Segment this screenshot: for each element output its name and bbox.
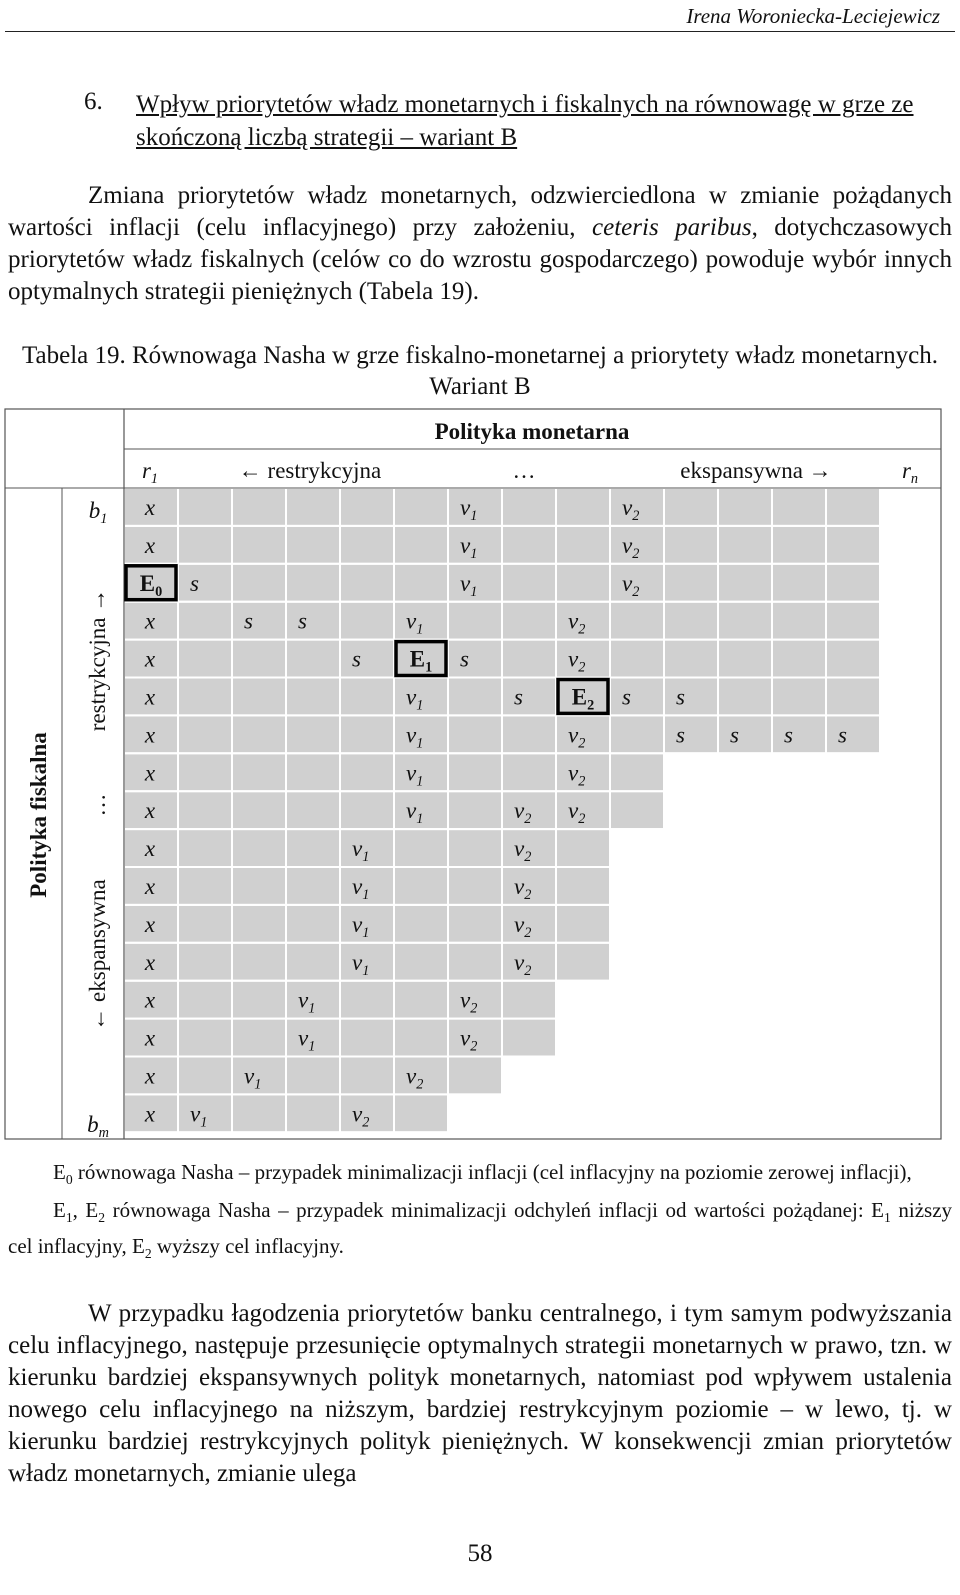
col-label-restrykcyjna: ← restrykcyjna: [238, 458, 382, 483]
table-cell-s: s: [784, 722, 793, 748]
table-cell-shade: [449, 830, 501, 866]
table-cell-v1: $v_1$: [406, 608, 424, 638]
table-cell-shade: [341, 489, 393, 525]
table-cell-shade: [665, 603, 717, 639]
table-cell-v1: $v_1$: [460, 532, 478, 562]
table-cell-shade: [827, 603, 879, 639]
table-cell-shade: [341, 1020, 393, 1056]
note-e0-symbol: E: [53, 1160, 66, 1184]
table-cell-v1: $v_1$: [244, 1063, 262, 1093]
table-cell-shade: [611, 641, 663, 677]
row-header-polityka-fiskalna: Polityka fiskalna: [26, 732, 51, 898]
note-e2-symbol: , E: [72, 1198, 99, 1223]
table-cell-shade: [503, 716, 555, 752]
table-cell-shade: [395, 1095, 447, 1131]
paragraph-1-italic: ceteris paribus: [592, 214, 752, 241]
row-dots: …: [85, 793, 110, 817]
table-cell-shade: [341, 565, 393, 601]
table-cell-shade: [179, 527, 231, 563]
table-cell-shade: [773, 527, 825, 563]
table-cell-shade: [287, 565, 339, 601]
table-cell-shade: [827, 716, 879, 752]
table-cell-x: x: [144, 1025, 156, 1051]
table-cell-s: s: [838, 722, 847, 748]
table-cell-shade: [287, 792, 339, 828]
table-cell-shade: [287, 641, 339, 677]
table-cell-x: x: [144, 495, 156, 520]
table-cell-shade: [665, 565, 717, 601]
table-cell-shade: [719, 641, 771, 677]
table-cell-shade: [773, 641, 825, 677]
table-cell-shade: [179, 679, 231, 715]
table-cell-v1: $v_1$: [352, 911, 370, 941]
table-cell-s: s: [622, 684, 631, 710]
table-cell-shade: [449, 603, 501, 639]
table-cell-shade: [233, 679, 285, 715]
paragraph-1-part2: , dotychczasowych priorytetów władz fiskalnych (celów co do wzrostu gospodarczego) powoduje wybór innych optymalnych strategii pieniężnych (Tabela 19).: [8, 214, 952, 305]
table-cell-x: x: [144, 608, 156, 634]
table-cell-shade: [179, 944, 231, 980]
table-cell-shade: [341, 679, 393, 715]
note-e1-sub: 1: [65, 1210, 73, 1226]
table-cell-s: s: [676, 684, 685, 710]
table-cell-x: x: [144, 722, 156, 748]
table-cell-shade: [449, 1058, 501, 1094]
table-cell-shade: [449, 868, 501, 904]
table-cell-shade: [449, 716, 501, 752]
table-cell-shade: [233, 944, 285, 980]
table-cell-v1: $v_1$: [298, 1025, 316, 1055]
table-cell-shade: [233, 527, 285, 563]
table-cell-v1: $v_1$: [190, 1101, 208, 1131]
table-cell-v2: $v_2$: [568, 798, 586, 828]
table-cell-shade: [179, 641, 231, 677]
table-cell-shade: [341, 792, 393, 828]
table-cell-shade: [503, 754, 555, 790]
table-cell-shade: [233, 565, 285, 601]
table-cell-shade: [233, 792, 285, 828]
col-label-ekspansywna: ekspansywna →: [680, 458, 832, 483]
table-cell-shade: [773, 603, 825, 639]
table-cell-shade: [827, 565, 879, 601]
table-cell-x: x: [144, 949, 156, 975]
table-cell-v1: $v_1$: [460, 570, 478, 600]
table-cell-shade: [179, 830, 231, 866]
table-cell-x: x: [144, 646, 156, 672]
table-cell-v1: $v_1$: [406, 760, 424, 790]
table-cell-shade: [395, 982, 447, 1018]
table-cell-v2: $v_2$: [622, 532, 640, 562]
table-cell-shade: [287, 906, 339, 942]
table-cell-v1: $v_1$: [352, 874, 370, 903]
table-cell-shade: [395, 868, 447, 904]
note-e0-text: równowaga Nasha – przypadek minimalizacji inflacji (cel inflacyjny na poziomie zerowej inflacji),: [72, 1160, 912, 1184]
table-cell-v2: $v_2$: [514, 874, 532, 903]
table-cell-shade: [341, 641, 393, 677]
table-cell-shade: [287, 1058, 339, 1094]
table-cell-shade: [395, 944, 447, 980]
table-cell-shade: [179, 603, 231, 639]
row-label-restrykcyjna: restrykcyjna →: [85, 588, 110, 732]
table-cell-s: s: [676, 722, 685, 748]
table-cell-shade: [449, 641, 501, 677]
section-number: 6.: [84, 88, 103, 115]
col-dots: …: [512, 458, 536, 483]
table-cell-shade: [287, 830, 339, 866]
table-cell-x: x: [144, 1101, 156, 1127]
table-cell-v2: $v_2$: [568, 722, 586, 752]
table-cell-shade: [449, 906, 501, 942]
table-cell-shade: [503, 603, 555, 639]
table-cell-e2: $E_2$: [571, 684, 595, 714]
table-cell-v2: $v_2$: [514, 911, 532, 941]
note-e1-e2-sub-d: 2: [144, 1246, 152, 1262]
table-cell-s: s: [460, 646, 469, 672]
table-cell-shade: [557, 830, 609, 866]
table-cell-shade: [827, 679, 879, 715]
table-cell-s: s: [730, 722, 739, 748]
table-cell-shade: [395, 489, 447, 525]
col-r-first: $r_1$: [141, 458, 159, 487]
table-cell-shade: [665, 679, 717, 715]
table-cell-shade: [827, 641, 879, 677]
table-cell-shade: [719, 527, 771, 563]
table-cell-v2: $v_2$: [568, 608, 586, 638]
table-cell-v2: $v_2$: [460, 1025, 478, 1055]
table-cell-shade: [179, 716, 231, 752]
table-cell-shade: [233, 641, 285, 677]
table-cell-x: x: [144, 1063, 156, 1089]
table-cell-shade: [233, 489, 285, 525]
table-cell-shade: [773, 716, 825, 752]
table-cell-shade: [341, 982, 393, 1018]
note-e1-e2-text1: równowaga Nasha – przypadek minimalizacji odchyleń inflacji od wartości pożądanej: E: [105, 1198, 885, 1223]
table-cell-shade: [719, 603, 771, 639]
table-cell-shade: [233, 754, 285, 790]
note-e0: [8, 1158, 952, 1194]
note-e2-sub: 2: [98, 1210, 106, 1226]
row-label-ekspansywna: ← ekspansywna: [85, 879, 110, 1031]
table-cell-shade: [395, 565, 447, 601]
table-cell-shade: [179, 1020, 231, 1056]
table-cell-shade: [287, 527, 339, 563]
table-cell-shade: [233, 830, 285, 866]
table-cell-shade: [503, 565, 555, 601]
table-cell-v1: $v_1$: [352, 949, 370, 979]
table-cell-shade: [773, 679, 825, 715]
table-cell-shade: [827, 489, 879, 525]
table-cell-v2: $v_2$: [514, 836, 532, 866]
table-cell-shade: [287, 489, 339, 525]
table-cell-shade: [611, 679, 663, 715]
table-caption: Tabela 19. Równowaga Nasha w grze fiskalno-monetarnej a priorytety władz monetarnych. Wariant B: [22, 342, 938, 400]
table-cell-shade: [719, 716, 771, 752]
table-cell-shade: [287, 603, 339, 639]
table-cell-shade: [233, 603, 285, 639]
table-cell-shade: [287, 679, 339, 715]
table-cell-shade: [341, 716, 393, 752]
page-number: 58: [467, 1540, 493, 1567]
table-cell-shade: [233, 868, 285, 904]
table-cell-s: s: [298, 608, 307, 634]
col-r-last: $r_n$: [901, 458, 919, 487]
table-cell-shade: [449, 792, 501, 828]
table-cell-shade: [179, 754, 231, 790]
table-cell-v1: $v_1$: [352, 836, 370, 866]
table-cell-shade: [287, 716, 339, 752]
note-e1-e2: [8, 1196, 952, 1268]
paragraph-2: W przypadku łagodzenia priorytetów banku centralnego, i tym samym podwyższania celu inflacyjnego, następuje przesunięcie optymalnych strategii monetarnych w prawo, tzn. w kierunku bardziej ekspansywnych polityk monetarnych, natomiast pod wpływem ustalenia nowego celu inflacyjnego na niższym, bardziej restrykcyjnym poziomie – w lewo, tj. w kierunku bardziej restrykcyjnych polityk pieniężnych. W konsekwencji zmian priorytetów władz monetarnych, zmianie ulega: [8, 1300, 952, 1487]
col-header-polityka-monetarna: Polityka monetarna: [434, 419, 630, 444]
table-cell-v2: $v_2$: [568, 646, 586, 676]
table-cell-shade: [395, 1020, 447, 1056]
table-cell-v2: $v_2$: [622, 495, 640, 524]
row-b-last: $b_m$: [87, 1112, 109, 1141]
table-cell-shade: [557, 565, 609, 601]
table-cell-shade: [233, 1020, 285, 1056]
table-cell-shade: [773, 489, 825, 525]
table-cell-shade: [179, 982, 231, 1018]
table-cell-shade: [341, 527, 393, 563]
table-cell-x: x: [144, 798, 156, 824]
table-cell-x: x: [144, 987, 156, 1013]
table-cell-shade: [611, 603, 663, 639]
table-cell-shade: [773, 565, 825, 601]
table-cell-shade: [395, 830, 447, 866]
table-cell-shade: [557, 944, 609, 980]
table-cell-shade: [287, 868, 339, 904]
table-cell-shade: [179, 489, 231, 525]
running-head: Irena Woroniecka-Leciejewicz: [686, 4, 940, 28]
table-cell-v2: $v_2$: [460, 987, 478, 1017]
note-e0-sub: 0: [65, 1172, 73, 1188]
table-cell-shade: [503, 489, 555, 525]
note-e1-symbol: E: [53, 1198, 66, 1223]
table-cell-shade: [179, 1058, 231, 1094]
section-title: Wpływ priorytetów władz monetarnych i fiskalnych na równowagę w grze ze skończoną liczbą strategii – wariant B: [136, 91, 914, 151]
table-cell-shade: [233, 906, 285, 942]
table-cell-v2: $v_2$: [406, 1063, 424, 1093]
table-cell-v1: $v_1$: [406, 798, 424, 828]
table-cell-v2: $v_2$: [352, 1101, 370, 1131]
table-cell-shade: [719, 679, 771, 715]
table-cell-s: s: [244, 608, 253, 634]
table-cell-e0: $E_0$: [139, 570, 163, 600]
table-cell-shade: [719, 565, 771, 601]
table-cell-shade: [611, 792, 663, 828]
table-cell-v2: $v_2$: [514, 798, 532, 828]
note-e1-e2-text3: wyższy cel inflacyjny.: [151, 1234, 344, 1259]
table-cell-shade: [611, 716, 663, 752]
table-cell-s: s: [190, 570, 199, 596]
table-cell-shade: [665, 641, 717, 677]
table-cell-x: x: [144, 532, 156, 558]
table-cell-shade: [449, 754, 501, 790]
table-cell-shade: [557, 489, 609, 525]
table-cell-shade: [233, 982, 285, 1018]
table-cell-shade: [557, 527, 609, 563]
table-cell-e1: $E_1$: [409, 646, 433, 676]
table-cell-shade: [665, 489, 717, 525]
table-cell-v1: $v_1$: [406, 684, 424, 714]
table-cell-v1: $v_1$: [406, 722, 424, 752]
table-cell-shade: [557, 906, 609, 942]
table-cell-shade: [557, 868, 609, 904]
table-cell-s: s: [352, 646, 361, 672]
table-cell-x: x: [144, 684, 156, 710]
table-cell-shade: [449, 679, 501, 715]
table-cell-shade: [665, 716, 717, 752]
table-cell-shade: [395, 527, 447, 563]
table-cell-v2: $v_2$: [622, 570, 640, 600]
table-cell-shade: [233, 716, 285, 752]
table-cell-shade: [287, 944, 339, 980]
table-cell-shade: [179, 792, 231, 828]
table-cell-v1: $v_1$: [460, 495, 478, 524]
table-cell-shade: [287, 1095, 339, 1131]
table-cell-shade: [341, 1058, 393, 1094]
table-cell-shade: [665, 527, 717, 563]
table-cell-v2: $v_2$: [514, 949, 532, 979]
table-cell-shade: [503, 679, 555, 715]
table-cell-x: x: [144, 874, 156, 899]
paragraph-1-part1: Zmiana priorytetów władz monetarnych, odzwierciedlona w zmianie pożądanych wartości inflacji (celu inflacyjnego) przy założeniu,: [8, 182, 952, 241]
table-cell-shade: [503, 641, 555, 677]
note-e1-e2-sub-c: 1: [884, 1210, 891, 1226]
table-cell-x: x: [144, 911, 156, 937]
table-cell-v2: $v_2$: [568, 760, 586, 790]
table-cell-shade: [179, 906, 231, 942]
table-cell-shade: [179, 868, 231, 904]
row-b-first: $b_1$: [88, 498, 108, 527]
table-cell-shade: [341, 603, 393, 639]
table-cell-shade: [287, 754, 339, 790]
table-cell-shade: [827, 527, 879, 563]
table-cell-shade: [395, 906, 447, 942]
table-cell-shade: [179, 565, 231, 601]
table-cell-x: x: [144, 836, 156, 862]
table-notes: [8, 1158, 952, 1269]
table-cell-shade: [449, 944, 501, 980]
table-cell-s: s: [514, 684, 523, 710]
table-cell-v1: $v_1$: [298, 987, 316, 1017]
table-cell-shade: [503, 1020, 555, 1056]
table-cell-x: x: [144, 760, 156, 786]
table-cell-shade: [341, 754, 393, 790]
table-cell-shade: [503, 527, 555, 563]
table-cell-shade: [611, 754, 663, 790]
table-cell-shade: [503, 982, 555, 1018]
note-e1-e2-text2: niższy cel inflacyjny, E: [8, 1198, 953, 1259]
table-cell-shade: [719, 489, 771, 525]
table-cell-shade: [233, 1095, 285, 1131]
